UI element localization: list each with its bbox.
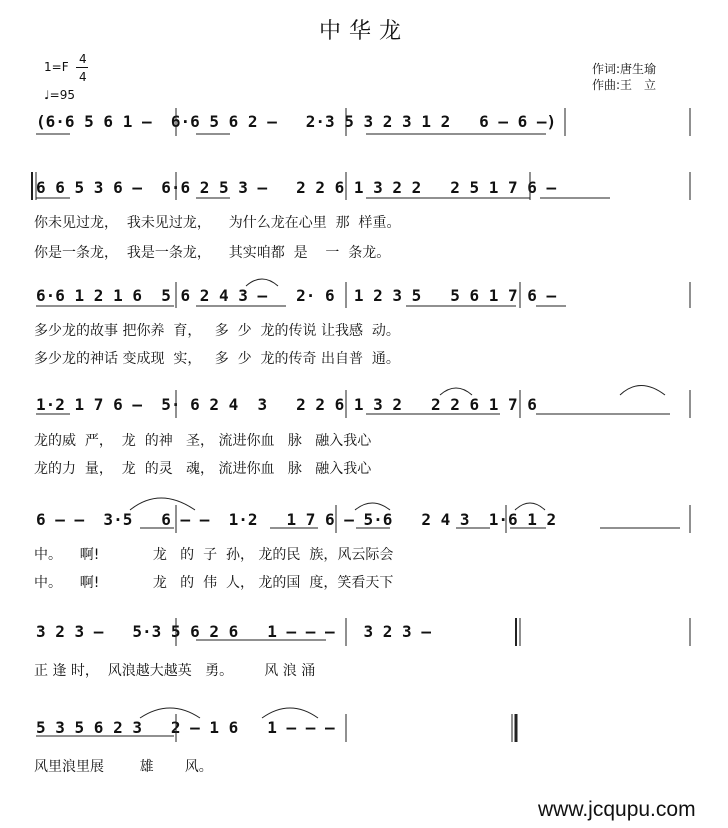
notation-row-3: 6·6 1 2 1 6 5 6 2 4 3 – 2· 6 1 2 3 5 5 6 1 7 6 – [36, 286, 557, 305]
lyrics-row-6: 正 逢 时， 风浪越大越英 勇。 风 浪 涌 [34, 663, 316, 679]
notation-row-6: 3 2 3 – 5·3 5 6 2 6 1 – – – 3 2 3 – [36, 622, 431, 641]
lyrics-row-3-verse-2: 多少龙的神话 变成现 实， 多 少 龙的传奇 出自普 通。 [34, 351, 400, 367]
song-title: 中华龙 [318, 19, 409, 44]
notation-row-1: (6·6 5 6 1 – 6·6 5 6 2 – 2·3 5 3 2 3 1 2 6 – 6 –) [36, 112, 557, 131]
lyrics-row-4-verse-1: 龙的威 严， 龙 的神 圣， 流进你血 脉 融入我心 [34, 433, 372, 449]
notation-row-2: 6 6 5 3 6 – 6·6 2 5 3 – 2 2 6 1 3 2 2 2 5 1 7 6 – [36, 178, 557, 197]
tempo-marking: ♩=95 [44, 88, 75, 102]
notation-row-4: 1·2 1 7 6 – 5· 6 2 4 3 2 2 6 1 3 2 2 2 6 1 7 6 [36, 395, 537, 414]
time-signature-bottom: 4 [79, 70, 87, 84]
lyrics-row-5-verse-2: 中。 啊! 龙 的 伟 人， 龙的国 度，笑看天下 [34, 575, 394, 591]
key-signature: 1=F [44, 60, 69, 74]
lyrics-row-7: 风里浪里展 雄 风。 [34, 759, 213, 775]
notation-row-5: 6 – – 3·5 6 – – 1·2 1 7 6 – 5·6 2 4 3 1·6 1 2 [36, 510, 557, 529]
lyrics-row-2-verse-2: 你是一条龙， 我是一条龙， 其实咱都 是 一 条龙。 [34, 245, 391, 261]
website-watermark: www.jcqupu.com [538, 798, 696, 821]
lyrics-row-4-verse-2: 龙的力 量， 龙 的灵 魂， 流进你血 脉 融入我心 [34, 461, 372, 477]
lyrics-row-3-verse-1: 多少龙的故事 把你养 育， 多 少 龙的传说 让我感 动。 [34, 323, 400, 339]
lyricist-credit: 作词:唐生瑜 [592, 62, 657, 76]
lyrics-row-2-verse-1: 你未见过龙， 我未见过龙， 为什么龙在心里 那 样重。 [34, 215, 401, 231]
time-signature-top: 4 [79, 52, 87, 66]
lyrics-row-5-verse-1: 中。 啊! 龙 的 子 孙， 龙的民 族，风云际会 [34, 547, 394, 563]
composer-credit: 作曲:王 立 [592, 78, 657, 92]
notation-row-7: 5 3 5 6 2 3 2 – 1 6 1 – – – [36, 718, 335, 737]
